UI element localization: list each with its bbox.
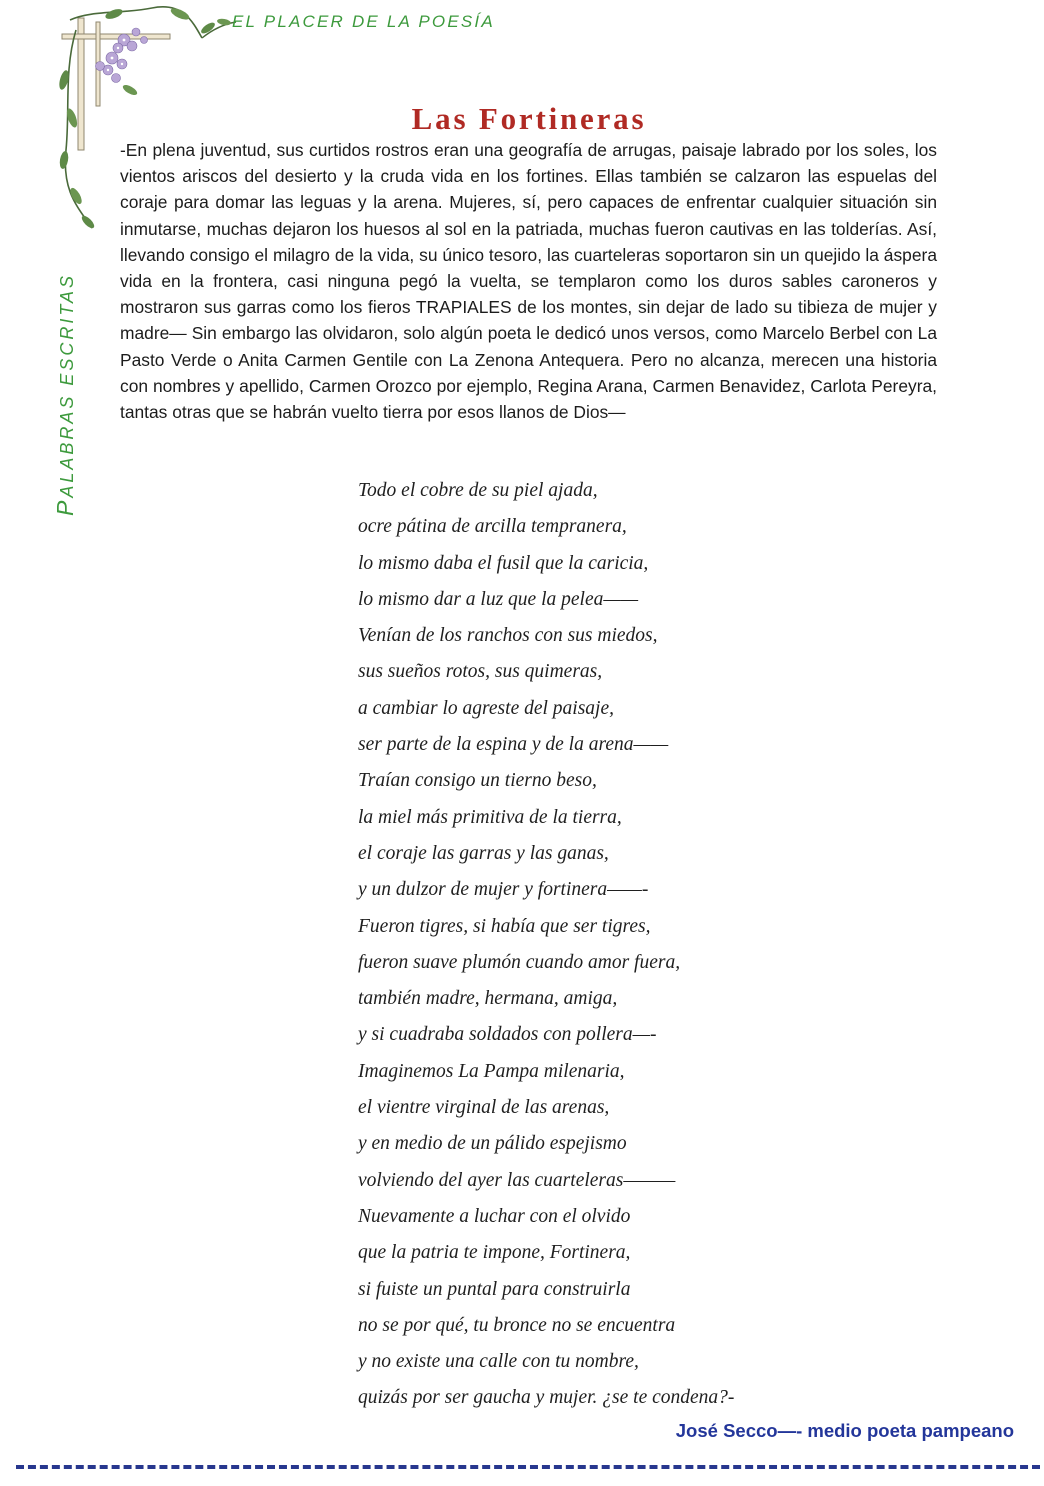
poem-line: el coraje las garras y las ganas,	[358, 842, 609, 864]
poem-line: Todo el cobre de su piel ajada,	[358, 480, 598, 501]
poem-line: y un dulzor de mujer y fortinera——-	[358, 879, 649, 901]
poem-line: y en medio de un pálido espejismo	[358, 1133, 627, 1155]
vertical-section-label	[50, 273, 80, 516]
poem-line: no se por qué, tu bronce no se encuentra	[358, 1314, 676, 1336]
poem-line: el vientre virginal de las arenas,	[358, 1097, 610, 1119]
poem-line: lo mismo daba el fusil que la caricia,	[358, 552, 649, 574]
footer-dashed-divider	[16, 1465, 1040, 1469]
poem-line: Traían consigo un tierno beso,	[358, 770, 597, 792]
poem-line: fueron suave plumón cuando amor fuera,	[358, 951, 681, 973]
poem-line: volviendo del ayer las cuarteleras———	[358, 1169, 676, 1191]
poem	[358, 476, 734, 1420]
poem-line: ocre pátina de arcilla tempranera,	[358, 516, 627, 538]
poem-line: Fueron tigres, si había que ser tigres,	[358, 915, 651, 937]
poem-line: que la patria te impone, Fortinera,	[358, 1242, 631, 1264]
poem-line: si fuiste un puntal para construirla	[358, 1278, 631, 1300]
poem-line: y si cuadraba soldados con pollera—-	[358, 1024, 657, 1046]
section-header-title: EL PLACER DE LA POESÍA	[232, 12, 495, 31]
poem-line: sus sueños rotos, sus quimeras,	[358, 661, 603, 683]
article-title: Las Fortineras	[411, 100, 647, 136]
poem-line: y no existe una calle con tu nombre,	[358, 1351, 639, 1373]
author-signature: José Secco—- medio poeta pampeano	[675, 1420, 1014, 1441]
vertical-label-rest: ALABRAS ESCRITAS	[57, 272, 77, 498]
poem-line: Nuevamente a luchar con el olvido	[358, 1205, 631, 1227]
poem-line: lo mismo dar a luz que la pelea——	[358, 588, 639, 610]
vertical-label-initial: P	[52, 497, 78, 516]
poem-line: Imaginemos La Pampa milenaria,	[358, 1060, 625, 1082]
article-intro-paragraph: -En plena juventud, sus curtidos rostros eran una geografía de arrugas, paisaje labrado por los soles, los vientos ariscos del desierto y la cruda vida en los fortines. Ellas también se calzaron las espuelas del coraje para domar las leguas y la arena. Mujeres, sí, pero capaces de enfrentar cualquier situación sin inmutarse, muchas dejaron los huesos al sol en la patriada, muchas fueron cautivas en las tolderías. Así, llevando consigo el milagro de la vida, su único tesoro, las cuarteleras soportaron sin un quejido la áspera vida en la frontera, casi ninguna pegó la vuelta, se templaron como los duros sables caroneros y mostraron sus garras como los fieros TRAPIALES de los montes, sin dejar de lado su tibieza de mujer y madre— Sin embargo las olvidaron, solo algún poeta le dedicó unos versos, como Marcelo Berbel con La Pasto Verde o Anita Carmen Gentile con La Zenona Antequera. Pero no alcanza, merecen una historia con nombres y apellido, Carmen Orozco por ejemplo, Regina Arana, Carmen Benavidez, Carlota Pereyra, tantas otras que se habrán vuelto tierra por esos llanos de Dios—	[120, 140, 937, 423]
poem-line: también madre, hermana, amiga,	[358, 988, 618, 1010]
poem-line: ser parte de la espina y de la arena——	[358, 734, 669, 756]
poem-line: la miel más primitiva de la tierra,	[358, 806, 622, 828]
poem-line: Venían de los ranchos con sus miedos,	[358, 625, 658, 647]
poem-line: quizás por ser gaucha y mujer. ¿se te condena?-	[358, 1387, 735, 1409]
poem-line: a cambiar lo agreste del paisaje,	[358, 697, 614, 719]
